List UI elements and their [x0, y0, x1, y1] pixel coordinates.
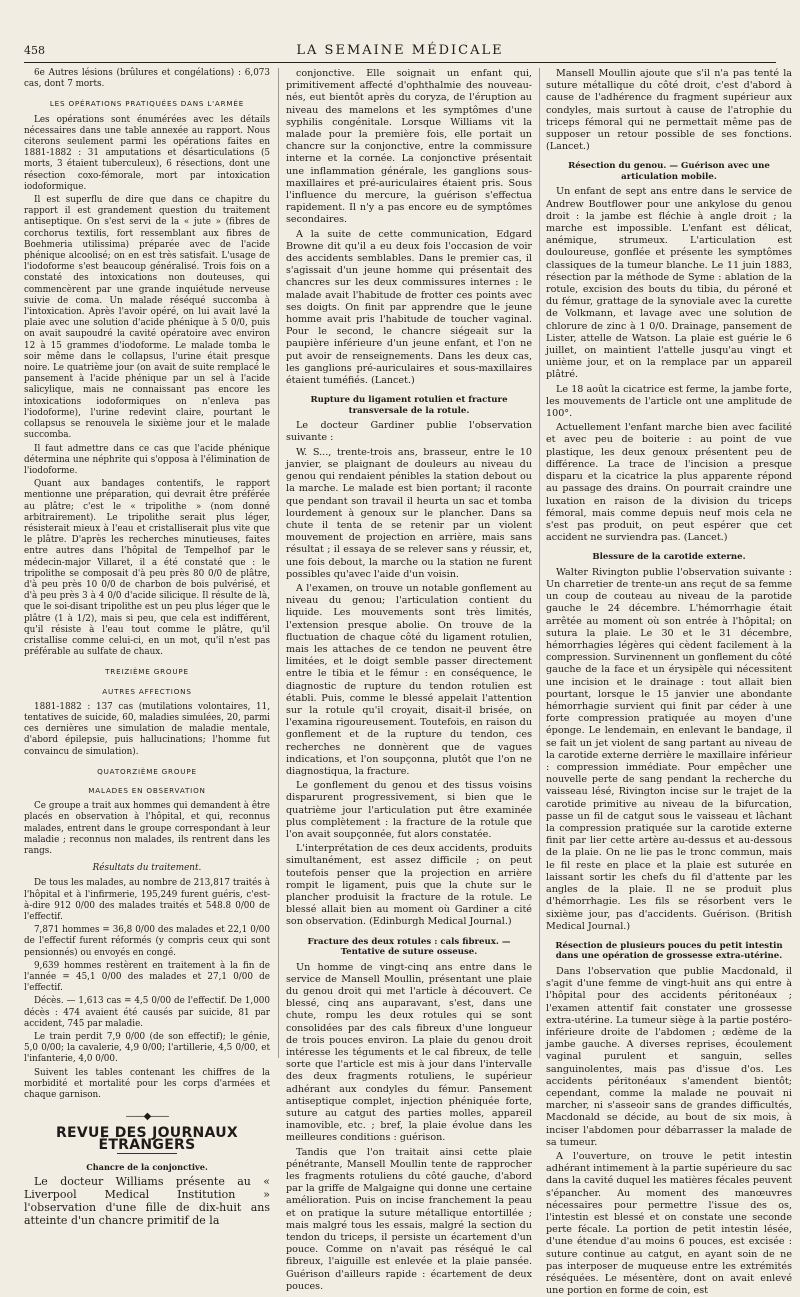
- section-heading: MALADES EN OBSERVATION: [88, 785, 206, 795]
- column-divider: [539, 68, 540, 1058]
- article-heading: Blessure de la carotide externe.: [592, 552, 746, 563]
- paragraph: 1881-1882 : 137 cas (mutilations volontaires, 11, tentatives de suicide, 60, maladies simulées, 20, parmi ces dernières une simulation de maladie mentale, d'abord épilepsie, puis hallucinations; l'homme fut convaincu de simulation).: [24, 701, 270, 757]
- paragraph: A l'examen, on trouve un notable gonflement au niveau du genou; l'articulation contient du liquide. Les mouvements sont très limités, l'extension presque abolie. On trouve de la fluctuation de chaque côté du ligament rotulien, mais les attaches de ce tendon ne peuvent être limitées, et le doigt semble passer directement entre le tibia et le fémur : en conséquence, le diagnostic de rupture du tendon rotulien est établi. Puis, comme le blessé appelait l'attention sur la rotule qu'il croyait, disait-il brisée, on l'examina rigoureusement. Toutefois, en raison du gonflement et de la rupture du tendon, ces recherches ne donnèrent que de vagues indications, et l'on soupçonna, plutôt que l'on ne diagnostiqua, la fracture.: [286, 582, 532, 777]
- paragraph: De tous les malades, au nombre de 213,817 traités à l'hôpital et à l'infirmerie, 195,249 furent guéris, c'est-à-dire 912 0/00 des malades traités et 548.8 0/00 de l'effectif.: [24, 878, 270, 923]
- section-heading: LES OPÉRATIONS PRATIQUÉES DANS L'ARMÉE: [49, 99, 245, 109]
- paragraph: Quant aux bandages contentifs, le rapport mentionne une préparation, qui devrait être préférée au plâtre; c'est le « tripolithe » (nom donné arbitrairement). Le tripolithe serait plus léger, résisterait mieux à l'eau et cristalliserait plus vite que le plâtre. D'après les recherches minutieuses, faites entre autres dans l'hôpital de Tempelhof par le médecin-major Villaret, il a été constaté que : le tripolithe se composait d'à peu près 80 0/0 de plâtre, d'à peu près 10 0/0 de charbon de bois pulvérisé, et d'à peu près 3 à 4 0/0 d'acide silicique. Il résulte de là, que le soi-disant tripolithe est un peu plus léger que le plâtre (1 à 1/2), mais si peu, que cela est indifférent, qu'il résiste à l'eau tout comme le plâtre, qu'il cristallise comme celui-ci, en un mot, qu'il n'est pas préférable au sulfate de chaux.: [24, 479, 270, 658]
- paragraph: Ce groupe a trait aux hommes qui demandent à être placés en observation à l'hôpital, et qui, reconnus malades, entrent dans le groupe correspondant à leur maladie ; reconnus non malades, ils rentrent dans les rangs.: [24, 801, 270, 856]
- paragraph: Un homme de vingt-cinq ans entre dans le service de Mansell Moullin, présentant une plaie du genou droit qui met l'article à découvert. Ce blessé, cinq ans auparavant, s'est, dans une chute, rompu les deux rotules qui se sont consolidées par des cals fibreux d'une longueur de trois pouces environ. La plaie du genou droit intéresse les téguments et le cal fibreux, de telle sorte que l'article est mis à jour dans l'intervalle des deux fragments rotuliens, le supérieur adhérant aux condyles du fémur. Pansement antiseptique complet, injection phéniquée forte, suture au catgut des parties molles, appareil inamovible, etc. ; bref, la plaie évolue dans les meilleures conditions : guérison.: [286, 961, 532, 1144]
- review-title: REVUE DES JOURNAUX ÉTRANGERS: [55, 1125, 239, 1153]
- article-heading: Rupture du ligament rotulien et fracture transversale de la rotule.: [310, 395, 508, 416]
- paragraph: Suivent les tables contenant les chiffres de la morbidité et mortalité pour les corps d'armées et chaque garnison.: [24, 1067, 270, 1101]
- ornament-divider: ——◆——: [125, 1111, 169, 1123]
- article-heading: Fracture des deux rotules : cals fibreux. — Tentative de suture osseuse.: [307, 936, 511, 958]
- text-column-1: [24, 68, 270, 1227]
- text-column-2: [286, 68, 532, 1292]
- running-title: LA SEMAINE MÉDICALE: [296, 42, 504, 58]
- paragraph: Le gonflement du genou et des tissus voisins disparurent progressivement, si bien que le quatrième jour l'articulation put être examinée plus complètement : la fracture de la rotule que l'on avait soupçonnée, fut alors constatée.: [286, 780, 532, 840]
- paragraph: 6e Autres lésions (brûlures et congélations) : 6,073 cas, dont 7 morts.: [24, 68, 270, 90]
- section-heading: AUTRES AFFECTIONS: [102, 686, 192, 696]
- page-number: 458: [24, 43, 45, 57]
- paragraph: Décès. — 1,613 cas = 4,5 0/00 de l'effectif. De 1,000 décès : 474 avaient été causés par suicide, 81 par accident, 745 par maladie.: [24, 996, 270, 1029]
- article-heading: Résection du genou. — Guérison avec une articulation mobile.: [568, 161, 770, 182]
- paragraph: Il faut admettre dans ce cas que l'acide phénique détermina une néphrite qui s'opposa à l'élimination de l'iodoforme.: [24, 443, 270, 476]
- paragraph: A l'ouverture, on trouve le petit intestin adhérant intimement à la partie supérieure du sac dans la cavité duquel les matières fécales peuvent s'épancher. Au moment des manœuvres nécessaires pour permettre l'issue des os, l'intestin est blessé et on constate une seconde perte fécale. La portion de petit intestin lésée, d'une étendue d'au moins 6 pouces, est excisée : suture continue au catgut, en ayant soin de ne pas interposer de muqueuse entre les extrémités réséquées. Le mésentère, dont on avait enlevé une portion en forme de coin, est: [546, 1150, 792, 1297]
- paragraph: Il est superflu de dire que dans ce chapitre du rapport il est grandement question du traitement antiseptique. On s'est servi de la « jute » (fibres de corchorus textilis, fort ressemblant aux fibres de Boehmeria utilissima) préparée avec de l'acide phénique alcoolisé; on en est très satisfait. L'usage de l'iodoforme s'est beaucoup généralisé. Trois fois on a constaté des intoxications non douteuses, qui commencèrent par une grande inquiétude nerveuse suivie de coma. Un malade réséqué succomba à l'intoxication. Après l'avoir opéré, on lui avait lavé la plaie avec une solution d'acide phénique à 5 0/0, puis on avait saupoudré la cavité opératoire avec environ 12 à 15 grammes d'iodoforme. Le malade tomba le soir même dans le collapsus, l'urine était presque noire. Le quatrième jour (on avait de suite remplacé le pansement à l'acide phénique par un sel à l'acide salicylique, mais ne connaissant pas encore les intoxications iodoformiques on n'enleva pas l'iodoforme), l'urine redevint claire, pourtant le collapsus se renouvela le sixième jour et le malade succomba.: [24, 195, 270, 441]
- paragraph: L'interprétation de ces deux accidents, produits simultanément, est assez difficile ; on peut toutefois penser que la projection en arrière rompit le ligament, puis que la chute sur le plancher produisit la fracture de la rotule. Le blessé allait bien au moment où Gardiner a cité son observation. (Edinburgh Medical Journal.): [286, 843, 532, 928]
- lead-paragraph: Le docteur Williams présente au « Liverpool Medical Institution » l'observation d'une fille de dix-huit ans atteinte d'un chancre primitif de la: [24, 1175, 270, 1227]
- article-heading: Chancre de la conjonctive.: [86, 1161, 208, 1172]
- paragraph: W. S..., trente-trois ans, brasseur, entre le 10 janvier, se plaignant de douleurs au niveau du genou qui rendaient pénibles la station debout ou la marche. Le malade est bien portant; il raconte que pendant son travail il heurta un sac et tomba lourdement à genoux sur le plancher. Dans sa chute il tenta de se retenir par un violent mouvement de projection en arrière, mais sans résultat ; il essaya de se relever sans y réussir, et, une fois debout, la marche ou la station ne furent possibles qu'avec l'aide d'un voisin.: [286, 446, 532, 580]
- paragraph: Le train perdit 7,9 0/00 (de son effectif); le génie, 5,0 0/00; la cavalerie, 4,9 0/00; l'artillerie, 4,5 0/00, et l'infanterie, 4,0 0/00.: [24, 1032, 270, 1065]
- paragraph: Dans l'observation que publie Macdonald, il s'agit d'une femme de vingt-huit ans qui entre à l'hôpital pour des accidents péritonéaux ; l'examen attentif fait constater une grossesse extra-utérine. La tumeur siège à la partie postéro-inférieure droite de l'abdomen ; œdème de la jambe gauche. A diverses reprises, écoulement vaginal purulent et sanguin, selles sanguinolentes, mais pas d'issue d'os. Les accidents péritonéaux s'amendent bientôt; cependant, comme la malade ne pouvait ni marcher, ni s'asseoir sans de grandes difficultés, Macdonald se décide, au bout de six mois, à inciser l'abdomen pour débarrasser la malade de sa tumeur.: [546, 965, 792, 1148]
- paragraph: Actuellement l'enfant marche bien avec facilité et avec peu de boiterie : au point de vue plastique, les deux genoux présentent peu de différence. La trace de l'incision a presque disparu et la cicatrice la plus apparente répond au passage des drains. On pourrait craindre une luxation en raison de la division du triceps fémoral, mais comme depuis neuf mois cela ne s'est pas produit, on peut espérer que cet accident ne surviendra pas. (Lancet.): [546, 422, 792, 544]
- paragraph: A la suite de cette communication, Edgard Browne dit qu'il a eu deux fois l'occasion de voir des accidents semblables. Dans le premier cas, il s'agissait d'un jeune homme qui présentait des chancres sur les deux commissures internes : le malade avait l'habitude de frotter ces points avec ses doigts. On finit par apprendre que le jeune homme avait pris l'habitude de toucher vaginal. Pour le second, le chancre siégeait sur la paupière inférieure d'un jeune enfant, et l'on ne put avoir de renseignements. Dans les deux cas, les ganglions pré-auriculaires et sous-maxillaires étaient tuméfiés. (Lancet.): [286, 228, 532, 387]
- results-subheading: Résultats du traitement.: [92, 863, 202, 874]
- article-heading: Résection de plusieurs pouces du petit intestin dans une opération de grossesse extra-utérine.: [555, 940, 783, 962]
- paragraph: Walter Rivington publie l'observation suivante : Un charretier de trente-un ans reçut de sa femme un coup de couteau au niveau de la parotide gauche le 24 décembre. L'hémorrhagie était arrêtée au moment où son entrée à l'hôpital; on sutura la plaie. Le 30 et le 31 décembre, hémorrhagies légères qui cèdent facilement à la compression. Survinennent un gonflement du côté gauche de la face et un érysipèle qui nécessitent une incision et le drainage : tout allait bien pourtant, lorsque le 15 janvier une abondante hémorrhagie survient qui finit par céder à une forte compression pratiquée au moyen d'une éponge. Le lendemain, en enlevant le bandage, il se fait un jet violent de sang partant au niveau de la carotide externe derrière le maxillaire inférieur : compression immédiate. Pour empêcher une nouvelle perte de sang pendant la recherche du vaisseau lésé, Rivington incise sur le trajet de la carotide primitive au niveau de la bifurcation, passe un fil de catgut sous le vaisseau et lâchant la compression pratiquée sur la carotide externe finit par lier cette artère au-dessus et au-dessous de la plaie. On ne lie pas le tronc commun, mais le fil reste en place et la plaie est suturée en laissant sortir les chefs du fil d'attente par les angles de la plaie. Il ne se produit plus d'hémorrhagie. Les fils se résorbent vers le sixième jour, pas d'accidents. Guérison. (British Medical Journal.): [546, 566, 792, 932]
- header-rule: [24, 62, 776, 63]
- text-column-3: [546, 68, 792, 1297]
- page-header: [24, 40, 776, 60]
- paragraph: 9,639 hommes restèrent en traitement à la fin de l'année = 45,1 0/00 des malades et 27,1 0/00 de l'effectif.: [24, 960, 270, 994]
- paragraph: Mansell Moullin ajoute que s'il n'a pas tenté la suture métallique du côté droit, c'est d'abord à cause de l'adhérence du fragment supérieur aux condyles, mais surtout à cause de l'atrophie du triceps fémoral qui ne permettait même pas de supposer un retour possible de ses fonctions. (Lancet.): [546, 68, 792, 153]
- title-rule: [117, 1153, 177, 1154]
- paragraph: 7,871 hommes = 36,8 0/00 des malades et 22,1 0/00 de l'effectif furent réformés (y compris ceux qui sont pensionnés) ou envoyés en congé.: [24, 925, 270, 958]
- column-divider: [278, 68, 279, 1058]
- section-heading: QUATORZIÈME GROUPE: [97, 766, 197, 776]
- paragraph: Le docteur Gardiner publie l'observation suivante :: [286, 420, 532, 444]
- paragraph: Les opérations sont énumérées avec les détails nécessaires dans une table annexée au rapport. Nous citerons seulement parmi les opérations faites en 1881-1882 : 31 amputations et désarticulations (5 morts, 3 étaient tuberculeux), 6 résections, dont une résection coxo-fémorale, mort par intoxication iodoformique.: [24, 114, 270, 192]
- paragraph: Tandis que l'on traitait ainsi cette plaie pénétrante, Mansell Moullin tente de rapprocher les fragments rotuliens du côté gauche, d'abord par la griffe de Malgaigne qui donne une certaine amélioration. Puis on incise franchement la peau et on pratique la suture métallique entortillée ; mais malgré tous les essais, malgré la section du tendon du triceps, il persiste un écartement d'un pouce. Comme on n'avait pas réséqué le cal fibreux, l'aiguille est enlevée et la plaie pansée. Guérison d'ailleurs rapide : écartement de deux pouces.: [286, 1146, 532, 1292]
- section-heading: TREIZIÈME GROUPE: [105, 667, 189, 677]
- paragraph: conjonctive. Elle soignait un enfant qui, primitivement affecté d'ophthalmie des nouveau-nés, eut bientôt après du coryza, de l'éruption au niveau des mamelons et les symptômes d'une syphilis congénitale. Lorsque Williams vit la malade pour la première fois, elle portait un chancre sur la conjonctive, entre la commissure interne et la cornée. La conjonctive présentait une inflammation générale, les ganglions sous-maxillaires et pré-auriculaires étaient pris. Sous l'influence du mercure, la guérison s'effectua rapidement. Il n'y a pas encore eu de symptômes secondaires.: [286, 68, 532, 226]
- paragraph: Le 18 août la cicatrice est ferme, la jambe forte, les mouvements de l'article ont une amplitude de 100°.: [546, 383, 792, 420]
- paragraph: Un enfant de sept ans entre dans le service de Andrew Boutflower pour une ankylose du genou droit : la jambe est fléchie à angle droit ; la marche est impossible. L'enfant est délicat, anémique, strumeux. L'articulation est douloureuse, gonflée et présente les symptômes classiques de la tumeur blanche. Le 11 juin 1883, résection par la méthode de Syme : ablation de la rotule, excision des bouts du tibia, du péroné et du fémur, grattage de la synoviale avec la curette de Volkmann, et lavage avec une solution de chlorure de zinc à 1 0/0. Drainage, pansement de Lister, attelle de Watson. La plaie est guérie le 6 juillet, on maintient l'attelle jusqu'au vingt et unième jour, et on la remplace par un appareil plâtré.: [546, 186, 792, 381]
